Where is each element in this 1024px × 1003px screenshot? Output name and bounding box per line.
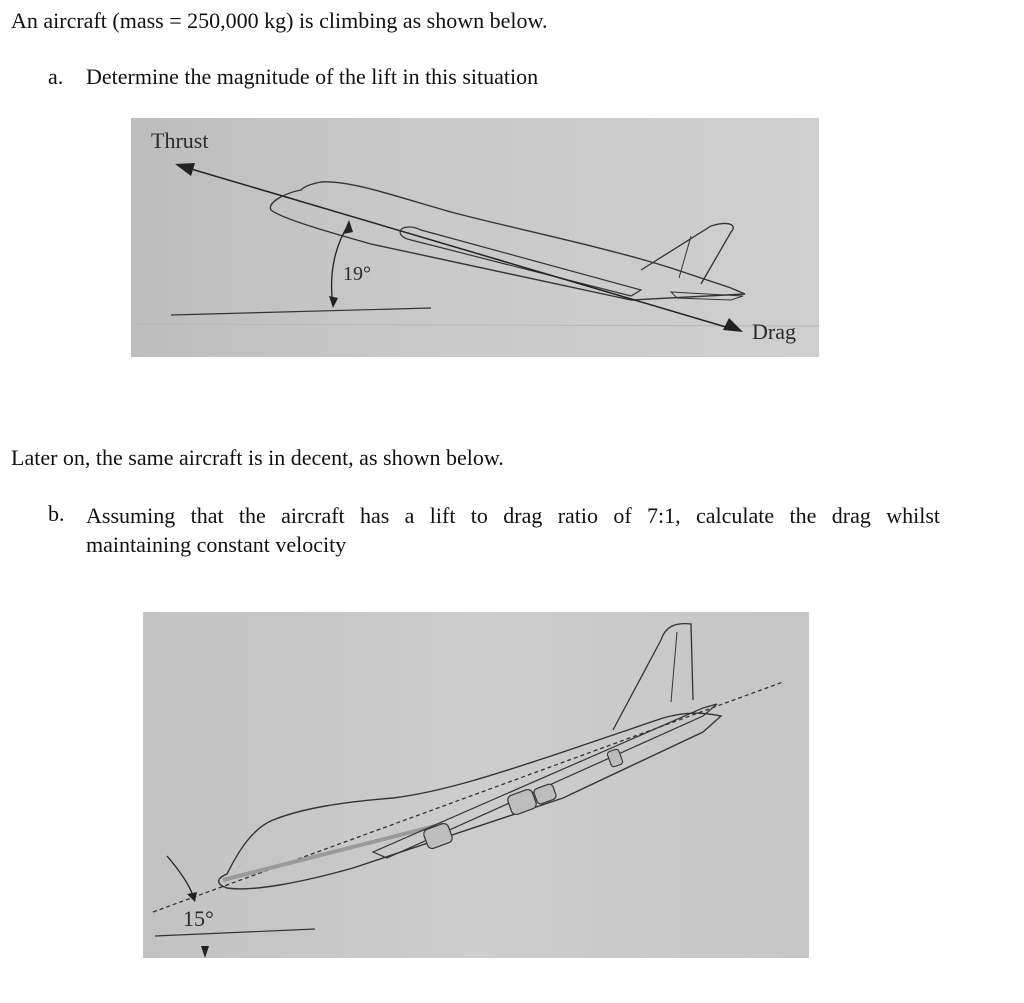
fuselage: [270, 182, 745, 300]
thrust-label: Thrust: [151, 128, 209, 153]
drag-arrowhead: [723, 318, 743, 332]
question-b-label: b.: [48, 501, 65, 526]
drag-label: Drag: [752, 319, 796, 344]
angle-arrowhead: [201, 946, 209, 958]
question-a-text: Determine the magnitude of the lift in this situation: [86, 64, 539, 89]
wing: [400, 227, 641, 296]
angle-arc-15: [167, 856, 193, 896]
question-b-line2: maintaining constant velocity: [86, 532, 347, 557]
question-a-label: a.: [48, 64, 64, 89]
question-b-line1: Assuming that the aircraft has a lift to drag ratio of 7:1, calculate the drag whilst: [86, 503, 940, 528]
thrust-arrowhead: [175, 163, 195, 176]
engine: [607, 748, 624, 767]
climb-figure: [131, 118, 819, 357]
flight-path-line: [153, 682, 783, 912]
tail-fin: [641, 224, 733, 284]
horizon-line: [155, 929, 315, 936]
angle-label-19: 19°: [343, 263, 371, 285]
thrust-drag-axis: [181, 166, 736, 330]
later-text: Later on, the same aircraft is in decent, as shown below.: [11, 445, 504, 470]
horizon-line: [171, 308, 431, 315]
intro-text: An aircraft (mass = 250,000 kg) is climbing as shown below.: [11, 8, 548, 33]
angle-label-15: 15°: [183, 906, 214, 931]
descent-figure: [143, 612, 809, 958]
